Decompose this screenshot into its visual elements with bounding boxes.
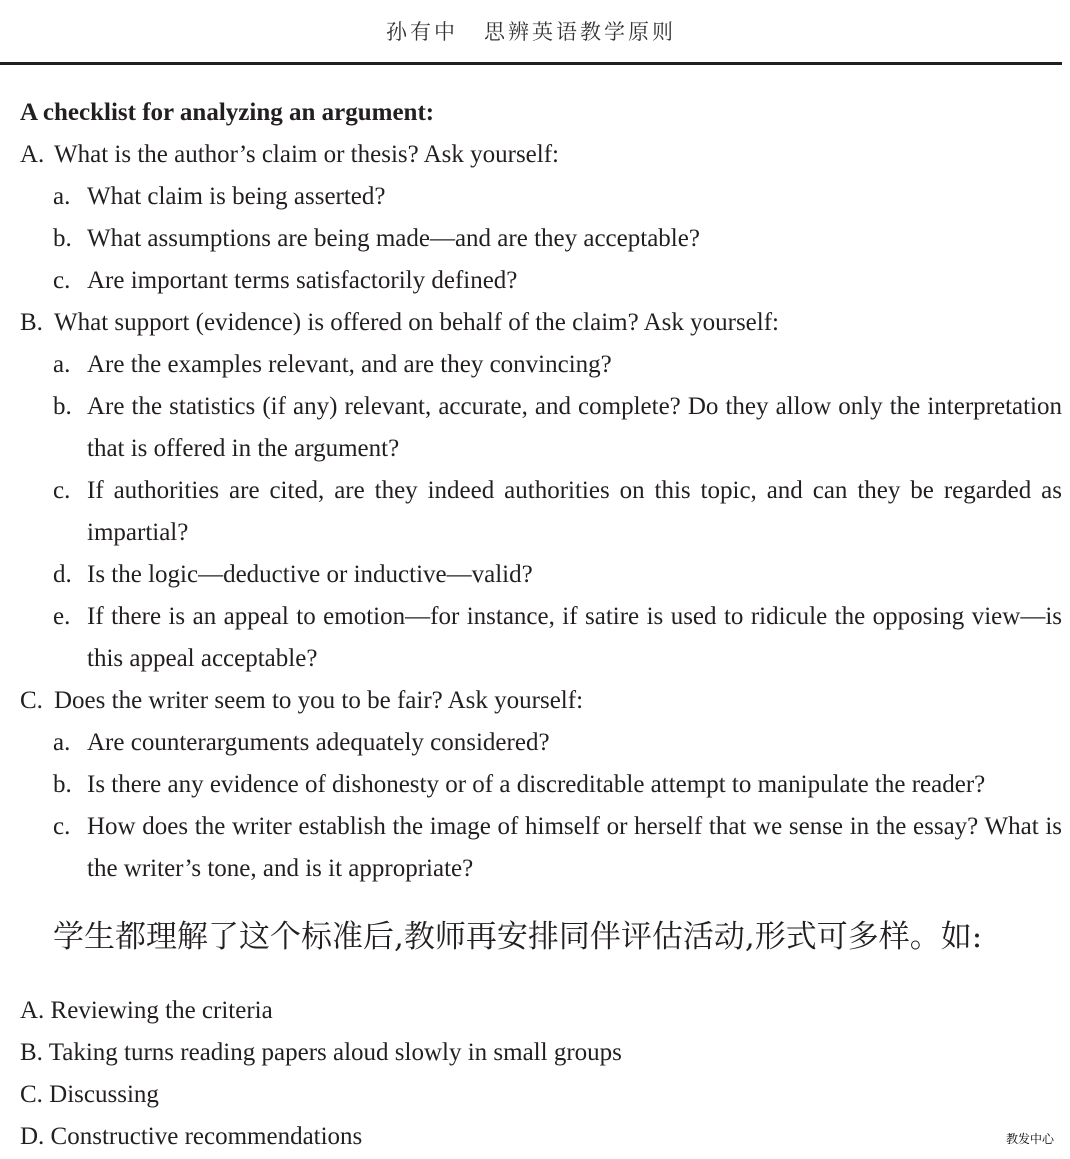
list-item: [20, 470, 1062, 554]
checklist: [20, 92, 1062, 890]
section-letter: A.: [20, 141, 45, 168]
item-text: Are counterarguments adequately considered?: [87, 729, 550, 756]
item-letter: a.: [53, 729, 71, 756]
watermark: 教发中心: [1006, 1132, 1055, 1146]
list-item: [20, 344, 1062, 386]
activity-item: D. Constructive recommendations: [20, 1123, 363, 1150]
activity-item: A. Reviewing the criteria: [20, 997, 273, 1024]
list-item: [20, 596, 1062, 680]
item-text: What assumptions are being made—and are they acceptable?: [87, 225, 700, 252]
activity-list: [20, 990, 622, 1158]
section-text: What support (evidence) is offered on behalf of the claim? Ask yourself:: [54, 309, 779, 336]
section-letter: B.: [20, 309, 43, 336]
section-b: [20, 302, 1062, 344]
list-item: [20, 218, 1062, 260]
item-letter: b.: [53, 225, 72, 252]
item-text: If there is an appeal to emotion—for instance, if satire is used to ridicule the opposing view—is this appeal acceptable?: [87, 603, 1062, 672]
item-letter: a.: [53, 351, 71, 378]
item-text: If authorities are cited, are they indeed authorities on this topic, and can they be regarded as impartial?: [87, 477, 1062, 546]
item-letter: c.: [53, 267, 71, 294]
item-text: Is there any evidence of dishonesty or of a discreditable attempt to manipulate the reader?: [87, 771, 986, 798]
item-text: Are the examples relevant, and are they convincing?: [87, 351, 612, 378]
item-text: Are important terms satisfactorily defined?: [87, 267, 518, 294]
item-letter: b.: [53, 393, 72, 420]
running-head: [0, 16, 1062, 46]
header-rule: [0, 62, 1062, 65]
list-item: [20, 176, 1062, 218]
list-item: [20, 386, 1062, 470]
item-letter: d.: [53, 561, 72, 588]
list-item: [20, 722, 1062, 764]
item-text: Is the logic—deductive or inductive—valid?: [87, 561, 533, 588]
running-head-author: 孙有中: [386, 20, 458, 44]
item-text: What claim is being asserted?: [87, 183, 386, 210]
section-c: [20, 680, 1062, 722]
item-letter: b.: [53, 771, 72, 798]
list-item: [20, 806, 1062, 890]
section-letter: C.: [20, 687, 43, 714]
item-letter: a.: [53, 183, 71, 210]
section-a: [20, 134, 1062, 176]
section-text: Does the writer seem to you to be fair? Ask yourself:: [54, 687, 584, 714]
checklist-heading: A checklist for analyzing an argument:: [20, 99, 435, 126]
list-item: [20, 764, 1062, 806]
chinese-paragraph: 学生都理解了这个标准后,教师再安排同伴评估活动,形式可多样。如:: [53, 919, 983, 955]
activity-item: C. Discussing: [20, 1081, 159, 1108]
list-item: [20, 554, 1062, 596]
item-letter: e.: [53, 603, 71, 630]
running-head-title: 思辨英语教学原则: [484, 20, 676, 44]
item-letter: c.: [53, 813, 71, 840]
item-letter: c.: [53, 477, 71, 504]
activity-item: B. Taking turns reading papers aloud slowly in small groups: [20, 1039, 622, 1066]
item-text: How does the writer establish the image of himself or herself that we sense in the essay? What is the writer’s tone, and is it appropriate?: [87, 813, 1062, 882]
item-text: Are the statistics (if any) relevant, accurate, and complete? Do they allow only the interpretation that is offered in the argument?: [87, 393, 1062, 462]
list-item: [20, 260, 1062, 302]
section-text: What is the author’s claim or thesis? Ask yourself:: [54, 141, 559, 168]
